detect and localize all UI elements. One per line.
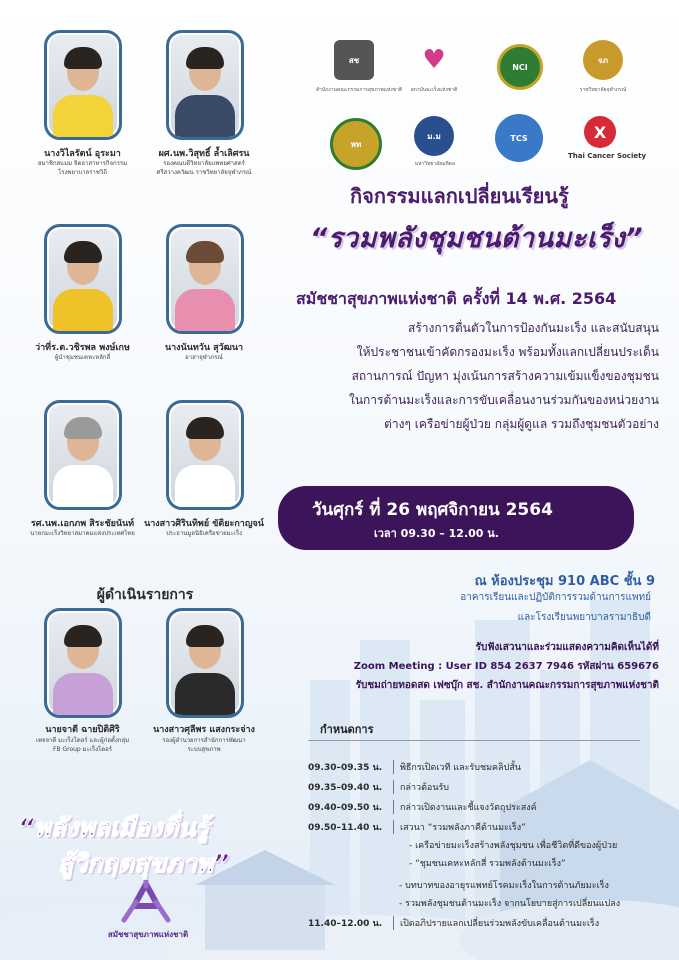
event-title: “รวมพลังชุมชนต้านมะเร็ง” (310, 223, 644, 254)
speaker-name: รศ.นพ.เอกภพ สิระชัยนันท์ (30, 519, 135, 529)
event-subtitle: กิจกรรมแลกเปลี่ยนเรียนรู้ (350, 184, 569, 208)
intro-paragraph (349, 316, 659, 436)
speaker-role: โรงพยาบาลราชวิถี (58, 169, 107, 176)
speaker-photo (44, 30, 122, 140)
speaker-name: นางนันทวัน สุวัฒนา (164, 343, 244, 353)
mahidol-logo: ม.ม (414, 116, 454, 156)
nci-logo: NCI (497, 44, 543, 90)
moderator-role: รองผู้อำนวยการสำนักการพัฒนา (162, 737, 246, 744)
logo-caption: ราชวิทยาลัยจุฬาภรณ์ (579, 87, 627, 93)
slogan-line-2: สู้วิกฤตสุขภาพ” (58, 849, 230, 878)
logo-caption: Thai Cancer Society (568, 152, 647, 160)
intro-line: ให้ประชาชนเข้าคัดกรองมะเร็ง พร้อมทั้งแลกเปลี่ยนประเด็น (356, 345, 659, 359)
seal-logo: พท (330, 118, 382, 170)
heart-logo: ♥ (414, 40, 454, 80)
intro-line: ต่างๆ เครือข่ายผู้ป่วย กลุ่มผู้ดูแล รวมถึงชุมชนตัวอย่าง (384, 417, 659, 431)
speaker-photo (44, 400, 122, 510)
speaker-name: ผศ.นพ.วิสุทธิ์ ล้ำเลิศรน (158, 149, 250, 159)
logo-caption: สำนักงานคณะกรรมการสุขภาพแห่งชาติ (316, 87, 403, 93)
zoom-info: Zoom Meeting : User ID 854 2637 7946 รหัสผ่าน 659676 (353, 661, 659, 672)
speaker-name: นางสาวศิรินทิพย์ ขัติยะกาญจน์ (144, 519, 264, 529)
speaker-role: รองคณบดีวิทยาลัยแพทยศาสตร์ (163, 160, 245, 167)
speaker-role: ผู้นำชุมชนเคหะหลักสี่ (54, 354, 111, 361)
moderator-heading: ผู้ดำเนินรายการ (96, 587, 194, 603)
schedule-heading: กำหนดการ (320, 723, 374, 736)
moderator-name: นายจาตี ฉายปิติศิริ (45, 725, 120, 735)
intro-line: ในการต้านมะเร็งและการขับเคลื่อนงานร่วมกันของหน่วยงาน (348, 393, 659, 407)
speaker-name: ว่าที่ร.ต.วชิรพล พงษ์เกษ (35, 343, 130, 353)
speaker-photo (166, 30, 244, 140)
slogan-org: สมัชชาสุขภาพแห่งชาติ (107, 930, 189, 939)
venue-room: ณ ห้องประชุม 910 ABC ชั้น 9 (474, 574, 655, 589)
speaker-role: ศรีสวางควัฒน ราชวิทยาลัยจุฬาภรณ์ (156, 169, 252, 176)
speaker-photo (166, 400, 244, 510)
tcs-logo: TCS (495, 114, 543, 162)
speaker-photo (166, 224, 244, 334)
logo-caption: สถาบันมะเร็งแห่งชาติ (410, 87, 458, 93)
event-series: สมัชชาสุขภาพแห่งชาติ ครั้งที่ 14 พ.ศ. 2564 (296, 289, 617, 308)
speaker-name: นางวิไลรัตน์ อุระมา (44, 149, 121, 159)
logo-caption: มหาวิทยาลัยมหิดล (414, 161, 456, 167)
hands-emblem-icon (116, 880, 176, 924)
live-info (354, 638, 659, 695)
speaker-photo (44, 224, 122, 334)
chulabhorn-logo: จภ (583, 40, 623, 80)
moderator-name: นางสาวศุลีพร แสงกระจ่าง (153, 725, 255, 735)
speaker-role: นายกมะเร็งวิทยาสมาคมแห่งประเทศไทย (30, 530, 135, 537)
venue-line: อาคารเรียนและปฏิบัติการรวมด้านการแพทย์ (460, 592, 651, 603)
intro-line: สถานการณ์ ปัญหา มุ่งเน้นการสร้างความเข้มแข็งของชุมชน (351, 369, 659, 383)
event-date: วันศุกร์ ที่ 26 พฤศจิกายน 2564 (312, 500, 553, 520)
speaker-role: สมาชิกสแมม จิตอาสาหารกิจกรรม (37, 160, 128, 167)
thai-cancer-society-logo: X (584, 116, 616, 148)
venue-building (460, 588, 651, 628)
schedule-divider (308, 740, 640, 741)
moderator-role: FB Group มะเร็งโตอร์ (53, 746, 112, 753)
speaker-role: ประธานมูลนิธิเครือข่ายมะเร็ง (165, 530, 243, 537)
moderator-photo (166, 608, 244, 718)
event-time: เวลา 09.30 – 12.00 น. (374, 527, 499, 540)
date-banner (278, 486, 634, 550)
moderator-role: เพจจาตี มะเร็งโตอร์ และผู้ก่อตั้งกลุ่ม (35, 737, 130, 744)
moderator-role: ระบบสุขภาพ (187, 746, 221, 753)
venue-line: และโรงเรียนพยาบาลรามาธิบดี (517, 612, 651, 623)
speaker-role: อาสาจุฬาภรณ์ (185, 354, 223, 361)
slogan-line-1: “พลังพลเมืองตื่นรู้ (18, 813, 209, 842)
moderator-photo (44, 608, 122, 718)
facebook-live-info: รับชมถ่ายทอดสด เฟซบุ๊ก สช. สำนักงานคณะกรรมการสุขภาพแห่งชาติ (355, 680, 659, 691)
intro-line: สร้างการตื่นตัวในการป้องกันมะเร็ง และสนับสนุน (408, 321, 659, 335)
live-line: รับฟังเสวนาและร่วมแสดงความคิดเห็นได้ที่ (475, 642, 659, 653)
nhco-logo: สช (334, 40, 374, 80)
